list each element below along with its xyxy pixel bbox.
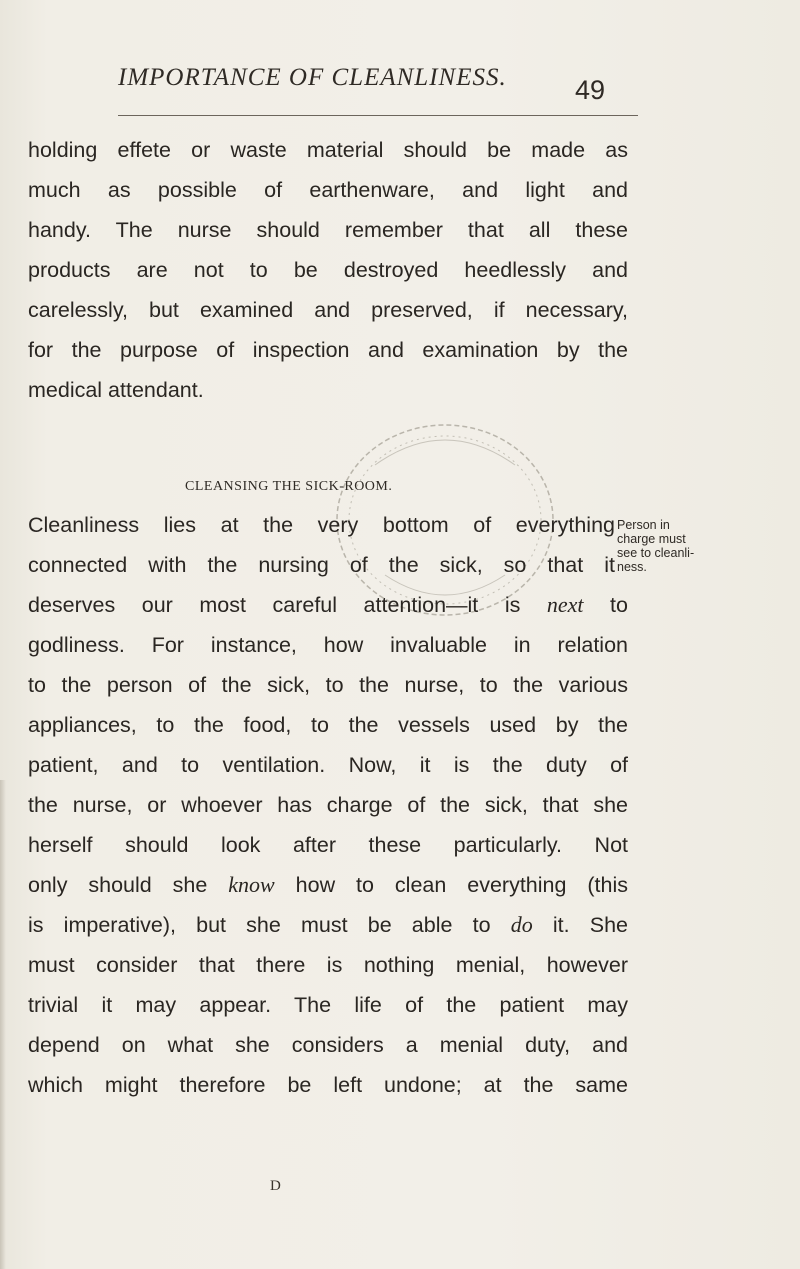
text-line: trivial it may appear. The life of the patient may xyxy=(28,993,628,1017)
margin-note-line: Person in xyxy=(617,518,670,532)
page-edge-shadow xyxy=(0,780,6,1269)
emphasis: next xyxy=(546,592,584,617)
text-line: is imperative), but she must be able to do it. She xyxy=(28,912,628,937)
section-heading: CLEANSING THE SICK-ROOM. xyxy=(185,479,393,494)
text-line: herself should look after these particularly. Not xyxy=(28,833,628,857)
text-line: patient, and to ventilation. Now, it is the duty of xyxy=(28,753,628,777)
margin-note-line: ness. xyxy=(617,560,647,574)
margin-note-line: see to cleanli- xyxy=(617,546,695,560)
emphasis: know xyxy=(228,872,275,897)
text-line: must consider that there is nothing menial, however xyxy=(28,953,628,977)
text-line: medical attendant. xyxy=(28,378,204,402)
text-line: godliness. For instance, how invaluable in relation xyxy=(28,633,628,657)
text-line: the nurse, or whoever has charge of the sick, that she xyxy=(28,793,628,817)
text-line: only should she know how to clean everything (this xyxy=(28,872,628,897)
margin-note xyxy=(617,518,717,574)
text-line: products are not to be destroyed heedlessly and xyxy=(28,258,628,282)
text-line: to the person of the sick, to the nurse, to the various xyxy=(28,673,628,697)
text-line: depend on what she considers a menial duty, and xyxy=(28,1033,628,1057)
emphasis: do xyxy=(510,912,533,937)
text-line: which might therefore be left undone; at the same xyxy=(28,1073,628,1097)
text-line: holding effete or waste material should be made as xyxy=(28,138,628,162)
text-line: much as possible of earthenware, and light and xyxy=(28,178,628,202)
text-line: deserves our most careful attention—it is next to xyxy=(28,592,628,617)
running-header: IMPORTANCE OF CLEANLINESS. xyxy=(118,64,507,91)
text-line: carelessly, but examined and preserved, if necessary, xyxy=(28,298,628,322)
signature-mark: D xyxy=(270,1178,281,1194)
margin-note-line: charge must xyxy=(617,532,686,546)
page-number: 49 xyxy=(575,75,606,105)
text-line: Cleanliness lies at the very bottom of everything xyxy=(28,513,615,537)
text-line: handy. The nurse should remember that all these xyxy=(28,218,628,242)
text-line: for the purpose of inspection and examination by the xyxy=(28,338,628,362)
text-line: connected with the nursing of the sick, so that it xyxy=(28,553,615,577)
header-rule xyxy=(118,115,638,116)
text-line: appliances, to the food, to the vessels used by the xyxy=(28,713,628,737)
